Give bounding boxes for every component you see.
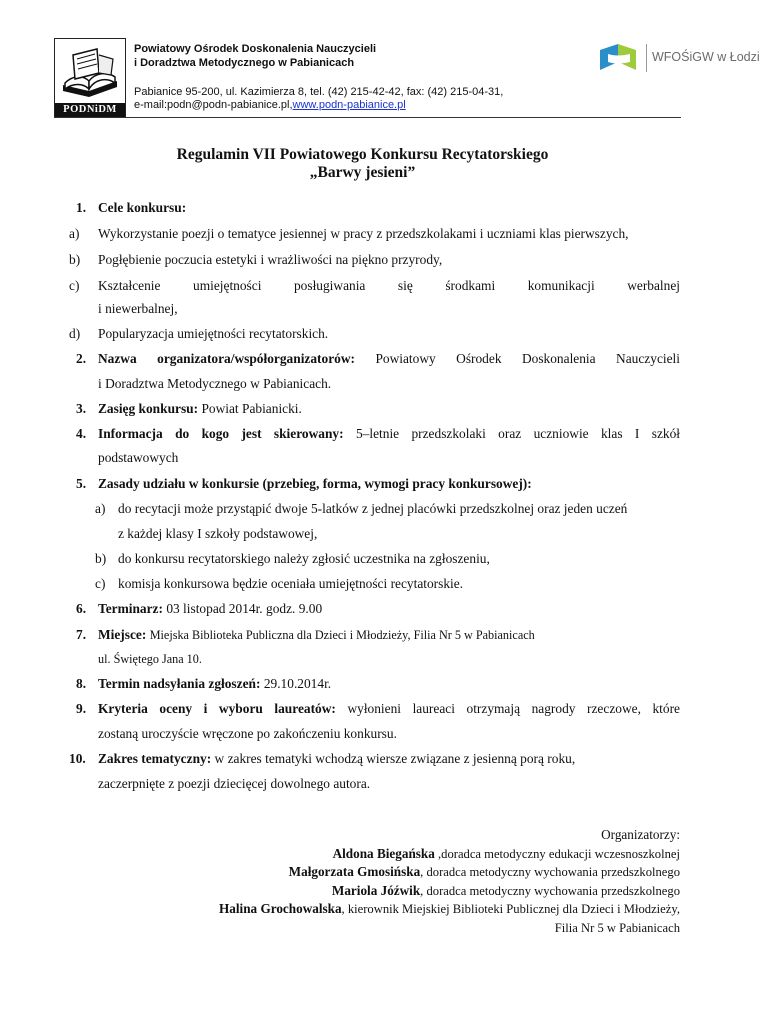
section-10-title: Zakres tematyczny: bbox=[98, 751, 212, 766]
section-7-title: Miejsce: bbox=[98, 627, 147, 642]
organizer-2: Małgorzata Gmosińska, doradca metodyczny wychowania przedszkolnego bbox=[288, 864, 680, 879]
wfosigw-name: WFOŚiGW w Łodzi bbox=[652, 50, 760, 64]
organizer-4-cont: Filia Nr 5 w Pabianicach bbox=[554, 920, 680, 935]
wfosigw-logo-icon bbox=[598, 42, 638, 74]
organizer-3: Mariola Jóźwik, doradca metodyczny wychowania przedszkolnego bbox=[331, 882, 680, 898]
section-4-title: Informacja do kogo jest skierowany: bbox=[98, 426, 344, 441]
section-2-title: Nazwa organizatora/współorganizatorów: bbox=[98, 351, 355, 366]
section-1-title: Cele konkursu: bbox=[98, 200, 187, 215]
section-9-title: Kryteria oceny i wyboru laureatów: bbox=[98, 701, 336, 716]
logo-separator bbox=[646, 44, 647, 72]
document-title bbox=[0, 146, 725, 182]
email-text: e-mail:podn@podn-pabianice.pl, bbox=[134, 99, 293, 111]
address-line: Pabianice 95-200, ul. Kazimierza 8, tel. (42) 215-42-42, fax: (42) 215-04-31, bbox=[134, 86, 504, 98]
header-text bbox=[134, 42, 760, 111]
logo-wordmark: PODNiDM bbox=[55, 103, 125, 117]
section-6-title: Terminarz: bbox=[98, 601, 163, 616]
section-5-title: Zasady udziału w konkursie (przebieg, forma, wymogi pracy konkursowej): bbox=[98, 476, 532, 491]
title-line2: „Barwy jesieni” bbox=[309, 164, 416, 181]
podnidm-logo bbox=[54, 38, 126, 118]
org-name-line1: Powiatowy Ośrodek Doskonalenia Nauczycieli bbox=[134, 43, 377, 55]
website-link[interactable]: www.podn-pabianice.pl bbox=[292, 99, 406, 111]
header-divider bbox=[54, 117, 681, 118]
title-line1: Regulamin VII Powiatowego Konkursu Recytatorskiego bbox=[176, 146, 549, 163]
organizers-block bbox=[219, 826, 680, 937]
organizer-4: Halina Grochowalska, kierownik Miejskiej Biblioteki Publicznej dla Dzieci i Młodzieży, bbox=[219, 901, 680, 916]
letterhead bbox=[54, 38, 760, 118]
section-8-title: Termin nadsyłania zgłoszeń: bbox=[98, 676, 261, 691]
organizers-label: Organizatorzy: bbox=[601, 827, 680, 842]
book-icon bbox=[59, 45, 121, 101]
organizer-1: Aldona Biegańska ,doradca metodyczny edukacji wczesnoszkolnej bbox=[332, 845, 680, 861]
email-line bbox=[134, 99, 594, 112]
org-name-line2: i Doradztwa Metodycznego w Pabianicach bbox=[134, 57, 355, 69]
section-3-title: Zasięg konkursu: bbox=[98, 401, 199, 416]
